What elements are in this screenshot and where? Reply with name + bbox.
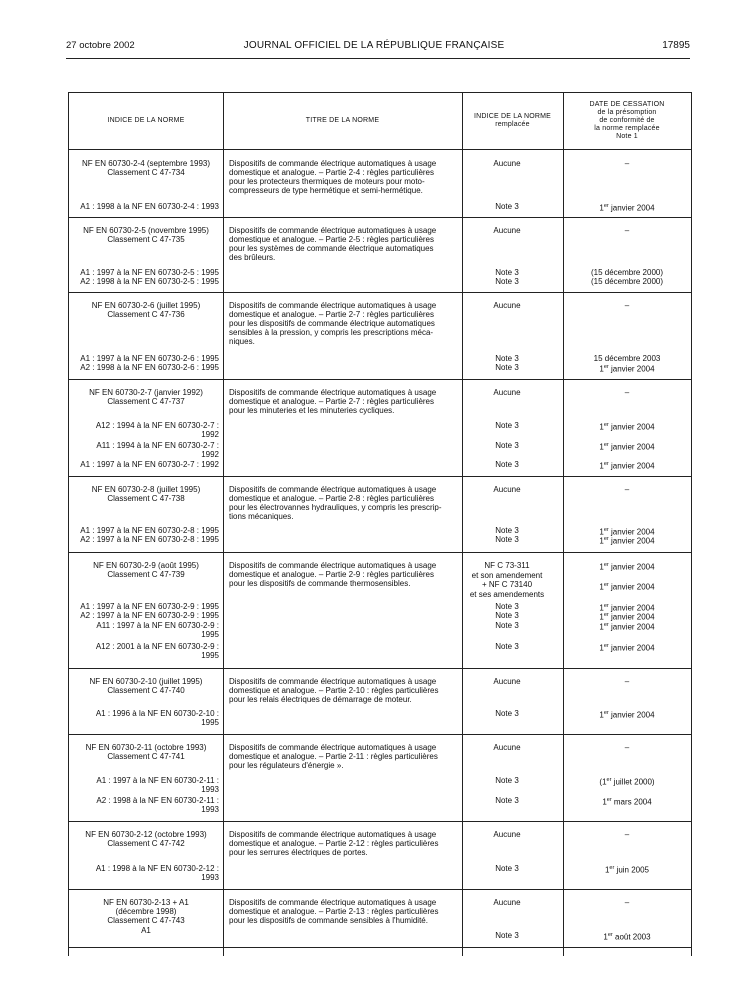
- remplacee-value: Aucune: [493, 485, 521, 494]
- norme-line: NF EN 60730-2-4 (septembre 1993): [81, 159, 211, 168]
- titre-line: pour les électrovannes hydrauliques, y compris les prescrip-: [229, 503, 442, 512]
- remplacee-value: Aucune: [493, 677, 521, 686]
- titre-line: domestique et analogue. – Partie 2-5 : règles particulières: [229, 235, 435, 244]
- remplacee-value: Note 3: [495, 535, 519, 544]
- titre-line: domestique et analogue. – Partie 2-4 : règles particulières: [229, 168, 435, 177]
- norme-line: NF EN 60730-2-8 (juillet 1995): [91, 485, 201, 494]
- amendment-line: A1 : 1998 à la NF EN 60730-2-4 : 1993: [80, 202, 219, 211]
- date-value: –: [624, 898, 630, 907]
- standards-table: [68, 92, 692, 956]
- amendment-line: 1993: [201, 805, 219, 814]
- row-separator: [69, 821, 691, 822]
- col-header-date-line5: Note 1: [616, 133, 638, 140]
- norme-line: A1: [141, 926, 151, 935]
- titre-line: sensibles à la pression, y compris les prescriptions méca-: [229, 328, 434, 337]
- col-divider: [462, 93, 463, 956]
- titre-line: Dispositifs de commande électrique automatiques à usage: [229, 677, 437, 686]
- titre-line: domestique et analogue. – Partie 2-11 : règles particulières: [229, 752, 438, 761]
- titre-line: compresseurs de type hermétique et semi-hermétique.: [229, 186, 423, 195]
- col-divider: [563, 93, 564, 956]
- titre-line: domestique et analogue. – Partie 2-7 : règles particulières: [229, 397, 435, 406]
- date-value: –: [624, 485, 630, 494]
- remplacee-value: Aucune: [493, 301, 521, 310]
- remplacee-value: Note 3: [495, 611, 519, 620]
- amendment-line: A1 : 1997 à la NF EN 60730-2-9 : 1995: [80, 602, 219, 611]
- remplacee-value: Note 3: [495, 460, 519, 469]
- remplacee-value: Aucune: [493, 898, 521, 907]
- norme-line: Classement C 47-736: [107, 310, 185, 319]
- row-separator: [69, 292, 691, 293]
- amendment-line: 1995: [201, 651, 219, 660]
- amendment-line: A1 : 1997 à la NF EN 60730-2-7 : 1992: [80, 460, 219, 469]
- amendment-line: 1995: [201, 718, 219, 727]
- row-separator: [69, 379, 691, 380]
- date-value: (15 décembre 2000): [590, 268, 664, 277]
- row-separator: [69, 552, 691, 553]
- col-header-remplacee-line2: remplacée: [495, 121, 530, 128]
- date-value: –: [624, 159, 630, 168]
- date-value: 1er janvier 2004: [599, 422, 655, 432]
- date-value: (1er juillet 2000): [599, 777, 655, 787]
- date-value: –: [624, 743, 630, 752]
- remplacee-value: Note 3: [495, 354, 519, 363]
- table-row: [69, 93, 691, 956]
- date-value: 1er janvier 2004: [599, 603, 655, 613]
- date-value: 1er janvier 2004: [599, 612, 655, 622]
- table-row: [69, 93, 691, 956]
- amendment-line: 1992: [201, 450, 219, 459]
- remplacee-value: Note 3: [495, 602, 519, 611]
- norme-line: Classement C 47-740: [107, 686, 185, 695]
- amendment-line: A2 : 1997 à la NF EN 60730-2-9 : 1995: [80, 611, 219, 620]
- norme-line: Classement C 47-735: [107, 235, 185, 244]
- amendment-line: A1 : 1997 à la NF EN 60730-2-8 : 1995: [80, 526, 219, 535]
- titre-line: domestique et analogue. – Partie 2-7 : règles particulières: [229, 310, 435, 319]
- norme-line: NF EN 60730-2-9 (août 1995): [93, 561, 199, 570]
- remplacee-value: Aucune: [493, 388, 521, 397]
- table-row: [69, 93, 691, 956]
- norme-line: NF EN 60730-2-5 (novembre 1995): [83, 226, 209, 235]
- date-value: 1er janvier 2004: [599, 461, 655, 471]
- norme-line: NF EN 60730-2-13 + A1: [103, 898, 189, 907]
- row-separator: [69, 734, 691, 735]
- amendment-line: A2 : 1998 à la NF EN 60730-2-5 : 1995: [80, 277, 219, 286]
- remplacee-value: et ses amendements: [469, 590, 545, 599]
- date-value: 1er janvier 2004: [599, 442, 655, 452]
- date-value: 1er août 2003: [603, 932, 651, 942]
- col-header-indice: INDICE DE LA NORME: [107, 117, 185, 124]
- titre-line: pour les serrures électriques de portes.: [229, 848, 368, 857]
- col-header-remplacee-line1: INDICE DE LA NORME: [473, 113, 552, 120]
- header-date: 27 octobre 2002: [66, 40, 135, 51]
- norme-line: Classement C 47-743: [107, 916, 185, 925]
- titre-line: Dispositifs de commande électrique automatiques à usage: [229, 301, 437, 310]
- remplacee-value: et son amendement: [471, 571, 543, 580]
- amendment-line: 1995: [201, 630, 219, 639]
- col-header-date-line1: DATE DE CESSATION: [589, 101, 665, 108]
- row-separator: [69, 476, 691, 477]
- remplacee-value: Note 3: [495, 268, 519, 277]
- journal-title: JOURNAL OFFICIEL DE LA RÉPUBLIQUE FRANÇAISE: [243, 40, 505, 51]
- date-value: (15 décembre 2000): [590, 277, 664, 286]
- amendment-line: 1992: [201, 430, 219, 439]
- amendment-line: A2 : 1998 à la NF EN 60730-2-6 : 1995: [80, 363, 219, 372]
- titre-line: pour les protecteurs thermiques de moteurs pour moto-: [229, 177, 425, 186]
- amendment-line: A11 : 1994 à la NF EN 60730-2-7 :: [96, 441, 219, 450]
- norme-line: Classement C 47-738: [107, 494, 185, 503]
- titre-line: domestique et analogue. – Partie 2-9 : règles particulières: [229, 570, 435, 579]
- table-row: [69, 93, 691, 956]
- amendment-line: 1993: [201, 785, 219, 794]
- titre-line: Dispositifs de commande électrique automatiques à usage: [229, 561, 437, 570]
- amendment-line: A12 : 1994 à la NF EN 60730-2-7 :: [95, 421, 219, 430]
- remplacee-value: Aucune: [493, 159, 521, 168]
- remplacee-value: Aucune: [493, 743, 521, 752]
- norme-line: Classement C 47-742: [107, 839, 185, 848]
- titre-line: Dispositifs de commande électrique automatiques à usage: [229, 388, 437, 397]
- remplacee-value: Note 3: [495, 441, 519, 450]
- date-value: 1er janvier 2004: [599, 527, 655, 537]
- titre-line: des brûleurs.: [229, 253, 276, 262]
- table-row: [69, 93, 691, 956]
- amendment-line: A1 : 1997 à la NF EN 60730-2-5 : 1995: [80, 268, 219, 277]
- table-row: [69, 93, 691, 956]
- titre-line: pour les relais électriques de démarrage de moteur.: [229, 695, 412, 704]
- remplacee-value: Note 3: [495, 202, 519, 211]
- titre-line: Dispositifs de commande électrique automatiques à usage: [229, 830, 437, 839]
- page-number: 17895: [662, 40, 690, 51]
- amendment-line: 1993: [201, 873, 219, 882]
- titre-line: domestique et analogue. – Partie 2-12 : règles particulières: [229, 839, 439, 848]
- col-header-remplacee: [462, 93, 563, 149]
- table-row: [69, 93, 691, 956]
- row-separator: [69, 217, 691, 218]
- norme-line: NF EN 60730-2-6 (juillet 1995): [91, 301, 201, 310]
- titre-line: domestique et analogue. – Partie 2-13 : règles particulières: [229, 907, 439, 916]
- remplacee-value: Note 3: [495, 642, 519, 651]
- remplacee-value: Aucune: [493, 830, 521, 839]
- col-header-titre: TITRE DE LA NORME: [305, 117, 380, 124]
- remplacee-value: Note 3: [495, 796, 519, 805]
- row-separator: [69, 668, 691, 669]
- date-value: 1er janvier 2004: [599, 582, 655, 592]
- date-value: –: [624, 830, 630, 839]
- amendment-line: A1 : 1997 à la NF EN 60730-2-11 :: [96, 776, 219, 785]
- remplacee-value: Note 3: [495, 621, 519, 630]
- date-value: –: [624, 226, 630, 235]
- col-header-date-line3: de conformité de: [599, 117, 655, 124]
- date-value: 1er janvier 2004: [599, 622, 655, 632]
- date-value: 1er janvier 2004: [599, 536, 655, 546]
- titre-line: pour les dispositifs de commande thermosensibles.: [229, 579, 411, 588]
- titre-line: pour les dispositifs de commande électrique automatiques: [229, 319, 435, 328]
- norme-line: Classement C 47-737: [107, 397, 185, 406]
- col-header-date-line4: la norme remplacée: [594, 125, 660, 132]
- amendment-line: A11 : 1997 à la NF EN 60730-2-9 :: [96, 621, 219, 630]
- date-value: 1er janvier 2004: [599, 562, 655, 572]
- remplacee-value: Note 3: [495, 776, 519, 785]
- date-value: 1er juin 2005: [604, 865, 650, 875]
- date-value: 1er mars 2004: [602, 797, 652, 807]
- table-row: [69, 93, 691, 956]
- remplacee-value: + NF C 73140: [481, 580, 533, 589]
- date-value: 1er janvier 2004: [599, 643, 655, 653]
- date-value: –: [624, 301, 630, 310]
- titre-line: pour les minuteries et les minuteries cycliques.: [229, 406, 395, 415]
- table-row: [69, 93, 691, 956]
- table-row: [69, 93, 691, 956]
- col-divider: [223, 93, 224, 956]
- titre-line: domestique et analogue. – Partie 2-8 : règles particulières: [229, 494, 435, 503]
- date-value: 1er janvier 2004: [599, 203, 655, 213]
- titre-line: Dispositifs de commande électrique automatiques à usage: [229, 485, 437, 494]
- titre-line: Dispositifs de commande électrique automatiques à usage: [229, 898, 437, 907]
- date-value: –: [624, 388, 630, 397]
- amendment-line: A1 : 1998 à la NF EN 60730-2-12 :: [95, 864, 219, 873]
- titre-line: tions mécaniques.: [229, 512, 294, 521]
- col-header-date-line2: de la présomption: [597, 109, 657, 116]
- titre-line: Dispositifs de commande électrique automatiques à usage: [229, 743, 437, 752]
- norme-line: Classement C 47-734: [107, 168, 185, 177]
- norme-line: Classement C 47-739: [107, 570, 185, 579]
- date-value: –: [624, 677, 630, 686]
- norme-line: Classement C 47-741: [107, 752, 185, 761]
- remplacee-value: Note 3: [495, 526, 519, 535]
- col-header-date: [563, 93, 691, 149]
- amendment-line: A2 : 1997 à la NF EN 60730-2-8 : 1995: [80, 535, 219, 544]
- remplacee-value: Note 3: [495, 277, 519, 286]
- remplacee-value: Note 3: [495, 363, 519, 372]
- header-separator: [69, 149, 691, 150]
- header-rule: [66, 58, 690, 59]
- date-value: 1er janvier 2004: [599, 710, 655, 720]
- remplacee-value: Note 3: [495, 421, 519, 430]
- titre-line: niques.: [229, 337, 255, 346]
- norme-line: NF EN 60730-2-11 (octobre 1993): [85, 743, 207, 752]
- titre-line: Dispositifs de commande électrique automatiques à usage: [229, 226, 437, 235]
- titre-line: Dispositifs de commande électrique automatiques à usage: [229, 159, 437, 168]
- amendment-line: A1 : 1997 à la NF EN 60730-2-6 : 1995: [80, 354, 219, 363]
- titre-line: pour les dispositifs de commande sensibles à l'humidité.: [229, 916, 428, 925]
- remplacee-value: Note 3: [495, 864, 519, 873]
- remplacee-value: Aucune: [493, 226, 521, 235]
- norme-line: NF EN 60730-2-7 (janvier 1992): [89, 388, 203, 397]
- row-separator: [69, 947, 691, 948]
- norme-line: NF EN 60730-2-12 (octobre 1993): [85, 830, 207, 839]
- titre-line: domestique et analogue. – Partie 2-10 : règles particulières: [229, 686, 439, 695]
- row-separator: [69, 889, 691, 890]
- norme-line: (décembre 1998): [115, 907, 177, 916]
- norme-line: NF EN 60730-2-10 (juillet 1995): [89, 677, 203, 686]
- remplacee-value: Note 3: [495, 931, 519, 940]
- remplacee-value: NF C 73-311: [484, 561, 530, 570]
- amendment-line: A2 : 1998 à la NF EN 60730-2-11 :: [96, 796, 219, 805]
- titre-line: pour les régulateurs d'énergie ».: [229, 761, 344, 770]
- remplacee-value: Note 3: [495, 709, 519, 718]
- date-value: 15 décembre 2003: [593, 354, 661, 363]
- amendment-line: A12 : 2001 à la NF EN 60730-2-9 :: [95, 642, 219, 651]
- titre-line: pour les systèmes de commande électrique automatiques: [229, 244, 434, 253]
- date-value: 1er janvier 2004: [599, 364, 655, 374]
- amendment-line: A1 : 1996 à la NF EN 60730-2-10 :: [95, 709, 219, 718]
